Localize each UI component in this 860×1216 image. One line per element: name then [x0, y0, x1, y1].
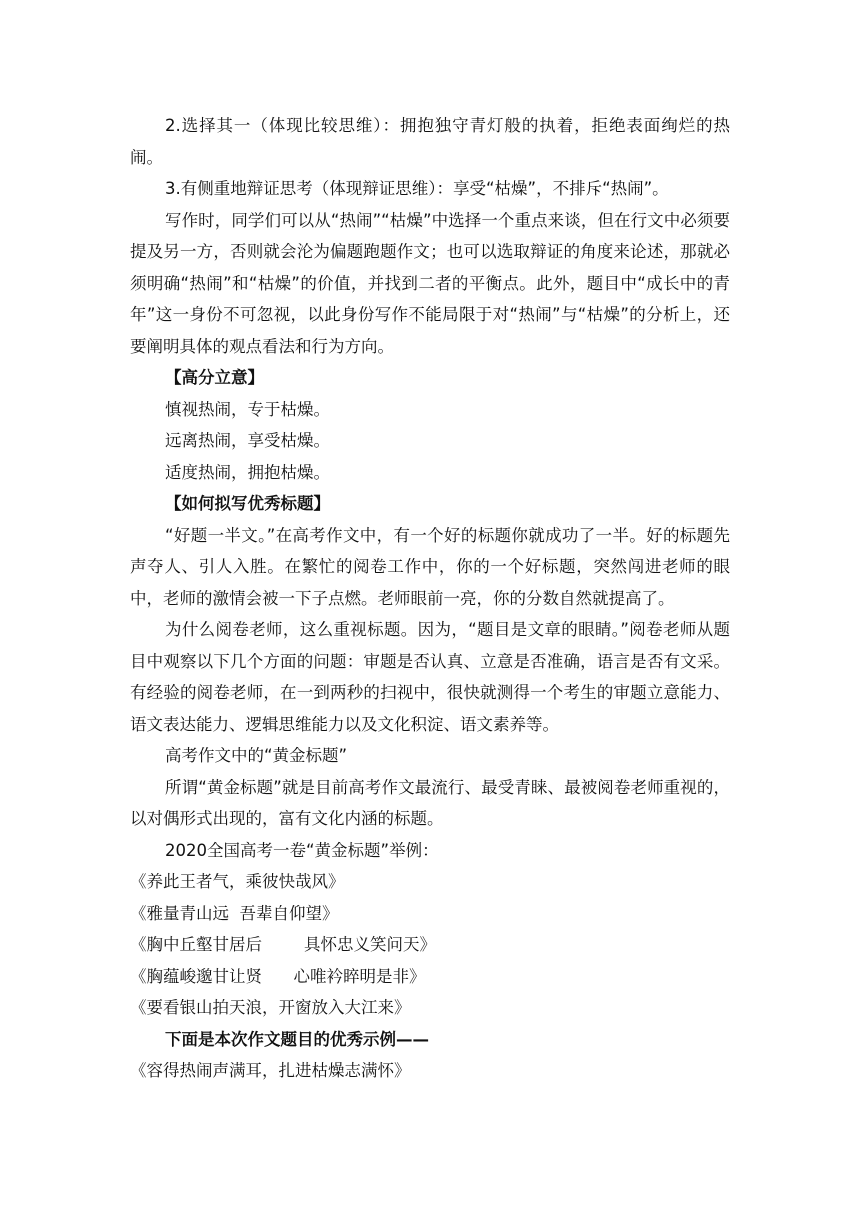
paragraph-option-3: 3.有侧重地辩证思考（体现辩证思维）：享受“枯燥”，不排斥“热闹”。 — [165, 179, 669, 198]
idea-line-1: 慎视热闹，专于枯燥。 — [165, 399, 330, 419]
heading-excellent-examples: 下面是本次作文题目的优秀示例—— — [165, 1029, 429, 1049]
example-title-5: 《要看银山拍天浪，开窗放入大江来》 — [130, 998, 411, 1017]
paragraph-good-title: “好题一半文。”在高考作文中，有一个好的标题你就成功了一半。好的标题先声夺人、引人入胜。在繁忙的阅卷工作中，你的一个好标题，突然闯进老师的眼中，老师的激情会被一下子点燃。老师眼前一亮，你的分数自然就提高了。 — [130, 525, 730, 608]
idea-line-2: 远离热闹，享受枯燥。 — [165, 431, 330, 450]
subheading-golden-titles: 高考作文中的“黄金标题” — [165, 746, 348, 765]
paragraph-option-2: 2.选择其一（体现比较思维）：拥抱独守青灯般的执着，拒绝表面绚烂的热闹。 — [130, 116, 730, 167]
paragraph-writing-guidance: 写作时，同学们可以从“热闹”“枯燥”中选择一个重点来谈，但在行文中必须要提及另一方，否则就会沦为偏题跑题作文；也可以选取辩证的角度来论述，那就必须明确“热闹”和“枯燥”的价值，并找到二者的平衡点。此外，题目中“成长中的青年”这一身份不可忽视，以此身份写作不能局限于对“热闹”与“枯燥”的分析上，还要阐明具体的观点看法和行为方向。 — [130, 210, 730, 356]
example-title-6: 《容得热闹声满耳，扎进枯燥志满怀》 — [130, 1061, 411, 1080]
example-title-2: 《雅量青山远 吾辈自仰望》 — [130, 903, 339, 923]
document-body — [130, 110, 730, 1087]
example-title-1: 《养此王者气，乘彼快哉风》 — [130, 872, 345, 891]
heading-high-score-ideas: 【高分立意】 — [165, 368, 264, 387]
example-title-3: 《胸中丘壑甘居后 具怀忠义笑问天》 — [130, 935, 436, 954]
heading-how-to-write-titles: 【如何拟写优秀标题】 — [165, 494, 330, 513]
examples-intro: 2020全国高考一卷“黄金标题”举例： — [165, 840, 439, 860]
paragraph-why-titles-matter: 为什么阅卷老师，这么重视标题。因为，“题目是文章的眼睛。”阅卷老师从题目中观察以下几个方面的问题：审题是否认真、立意是否准确，语言是否有文采。有经验的阅卷老师，在一到两秒的扫视中，很快就测得一个考生的审题立意能力、语文表达能力、逻辑思维能力以及文化积淀、语文素养等。 — [130, 620, 730, 734]
example-title-4: 《胸蕴峻邈甘让贤 心唯衿睟明是非》 — [130, 966, 426, 986]
paragraph-golden-title-definition: 所谓“黄金标题”就是目前高考作文最流行、最受青睐、最被阅卷老师重视的，以对偶形式出现的，富有文化内涵的标题。 — [130, 777, 730, 828]
idea-line-3: 适度热闹，拥抱枯燥。 — [165, 462, 330, 482]
